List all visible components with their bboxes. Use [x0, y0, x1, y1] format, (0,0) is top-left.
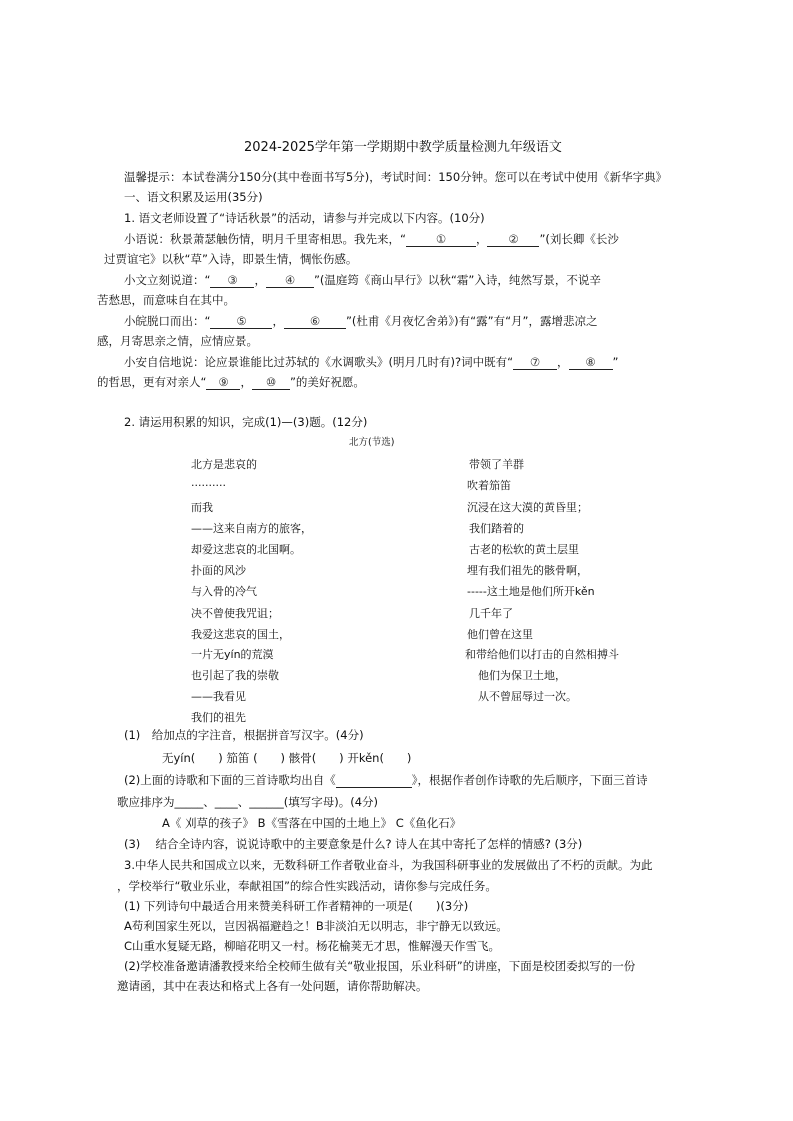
q1-line4: [124, 355, 619, 370]
poem-line: 与入骨的冷气: [191, 585, 257, 598]
poem-line: 我们踏着的: [469, 522, 524, 535]
section-heading: 一、语文积累及运用(35分): [124, 190, 263, 204]
poem-line: 决不曾使我咒诅；: [191, 607, 279, 620]
q1-sep: ，: [254, 273, 266, 287]
q3-sub2-cont: 邀请函，其中在表达和格式上各有一处问题，请你帮助解决。: [117, 979, 428, 993]
blank-6[interactable]: ⑥: [284, 314, 346, 329]
q1-line1-text: 小语说：秋景萧瑟触伤情，明月千里寄相思。我先来，“: [124, 232, 406, 246]
q1-sep: ，: [240, 375, 252, 389]
blank-1[interactable]: ①: [406, 232, 476, 247]
poem-line: ——这来自南方的旅客，: [191, 522, 312, 535]
q2-sub3: (3) 结合全诗内容，说说诗歌中的主要意象是什么? 诗人在其中寄托了怎样的情感? (3分): [124, 837, 583, 851]
blank-10[interactable]: ⑩: [252, 375, 290, 390]
blank-4[interactable]: ④: [266, 273, 314, 288]
q1-sep: ，: [475, 232, 488, 246]
poem-line: 和带给他们以打击的自然相搏斗: [465, 648, 619, 661]
q2-sub2-options: A《 刈草的孩子》 B《雪落在中国的土地上》 C《鱼化石》: [162, 816, 462, 830]
blank-5[interactable]: ⑤: [210, 314, 272, 329]
page-title: 2024-2025学年第一学期期中教学质量检测九年级语文: [244, 140, 562, 155]
q1-line3-text: 小皖脱口而出：“: [124, 314, 211, 328]
q1-line3: [124, 314, 597, 329]
exam-notice: 温馨提示：本试卷满分150分(其中卷面书写5分)，考试时间：150分钟。您可以在考试中使用《新华字典》: [124, 170, 668, 184]
poem-line: 吹着笳笛: [467, 479, 511, 492]
poem-line: 我们的祖先: [191, 711, 246, 724]
poem-line: 从不曾屈辱过一次。: [478, 690, 577, 703]
q1-sep: ，: [557, 355, 569, 369]
poem-line: 一片无yín的荒漠: [191, 648, 274, 661]
blank-collection[interactable]: [336, 773, 412, 788]
poem-title: 北方(节选): [349, 437, 395, 448]
q3-options-cd: C山重水复疑无路，柳暗花明又一村。杨花榆荚无才思，惟解漫天作雪飞。: [124, 939, 501, 953]
q1-line3-cont: 感，月寄思亲之情，应情应景。: [97, 334, 258, 348]
blank-3[interactable]: ③: [210, 273, 254, 288]
poem-line: 沉浸在这大漠的黄昏里；: [467, 501, 588, 514]
poem-line: 北方是悲哀的: [191, 458, 257, 471]
q1-line4b-text: 的哲思，更有对亲人“: [97, 375, 207, 389]
poem-line: 也引起了我的崇敬: [191, 669, 279, 682]
poem-line: 古老的松软的黄土层里: [469, 543, 579, 556]
q1-line4-cont: [97, 375, 365, 390]
poem-line: 几千年了: [469, 607, 513, 620]
blank-2[interactable]: ②: [487, 232, 539, 247]
poem-line: 带领了羊群: [469, 458, 524, 471]
poem-line: 埋有我们祖先的骸骨啊，: [467, 564, 588, 577]
poem-line: 他们曾在这里: [467, 628, 533, 641]
q1-line4-tail: ”: [612, 355, 619, 369]
q1-line2-tail: ”(温庭筠《商山早行》以秋“霜”入诗，纯然写景，不说辛: [313, 273, 601, 287]
poem-line: -----这土地是他们所开kěn: [467, 585, 595, 598]
question-2-stem: 2. 请运用积累的知识，完成(1)—(3)题。(12分): [124, 415, 368, 429]
q3-sub1: (1) 下列诗句中最适合用来赞美科研工作者精神的一项是( )(3分): [124, 899, 469, 913]
q1-line1-tail: ”(刘长卿《长沙: [539, 232, 619, 246]
q1-line2: [124, 273, 601, 288]
blank-7[interactable]: ⑦: [513, 355, 557, 370]
q1-line4b-tail: ”的美好祝愿。: [289, 375, 365, 389]
q1-line1: [124, 232, 619, 247]
poem-line: ——我看见: [191, 690, 246, 703]
poem-line: 扑面的风沙: [191, 564, 246, 577]
blank-9[interactable]: ⑨: [206, 375, 240, 390]
q2-sub1: (1) 给加点的字注音，根据拼音写汉字。(4分): [124, 728, 364, 742]
question-1-stem: 1. 语文老师设置了“诗话秋景”的活动，请参与并完成以下内容。(10分): [124, 211, 485, 225]
question-3-stem: 3.中华人民共和国成立以来，无数科研工作者敬业奋斗，为我国科研事业的发展做出了不朽的贡献。为此: [124, 858, 653, 872]
q3-sub2: (2)学校准备邀请潘教授来给全校师生做有关“敬业报国，乐业科研”的讲座，下面是校团委拟写的一份: [124, 959, 636, 973]
poem-line: ··········: [191, 479, 226, 492]
q3-options-ab: A苟利国家生死以，岂因祸福避趋之！B非淡泊无以明志，非宁静无以致远。: [124, 919, 508, 933]
q1-sep: ，: [272, 314, 284, 328]
q2-sub2-tail: 》，根据作者创作诗歌的先后顺序，下面三首诗: [411, 773, 648, 787]
question-3-stem-cont: ，学校举行“敬业乐业，奉献祖国”的综合性实践活动，请你参与完成任务。: [117, 879, 497, 893]
q2-sub1-items: 无yín( ) 笳笛 ( ) 骸骨( ) 开kěn( ): [162, 751, 412, 765]
poem-line: 我爱这悲哀的国土，: [191, 628, 290, 641]
q2-sub2: [124, 773, 648, 788]
q2-sub2-cont: 歌应排序为_____、____、______(填写字母)。(4分): [117, 795, 379, 809]
poem-line: 他们为保卫土地，: [478, 669, 566, 682]
q1-line4-text: 小安自信地说：论应景谁能比过苏轼的《水调歌头》(明月几时有)?词中既有“: [124, 355, 514, 369]
poem-line: 而我: [191, 501, 213, 514]
poem-line: 却爱这悲哀的北国啊。: [191, 543, 301, 556]
q1-line2-text: 小文立刻说道：“: [124, 273, 211, 287]
q1-line3-tail: ”(杜甫《月夜忆舍弟》)有“露”有“月”，露增悲凉之: [345, 314, 598, 328]
blank-8[interactable]: ⑧: [569, 355, 613, 370]
q1-line1-cont: 过贾谊宅》以秋“草”入诗，即景生情，惆怅伤感。: [104, 252, 358, 266]
q1-line2-cont: 苦愁思，而意味自在其中。: [97, 293, 235, 307]
q2-sub2-text: (2)上面的诗歌和下面的三首诗歌均出自《: [124, 773, 336, 787]
